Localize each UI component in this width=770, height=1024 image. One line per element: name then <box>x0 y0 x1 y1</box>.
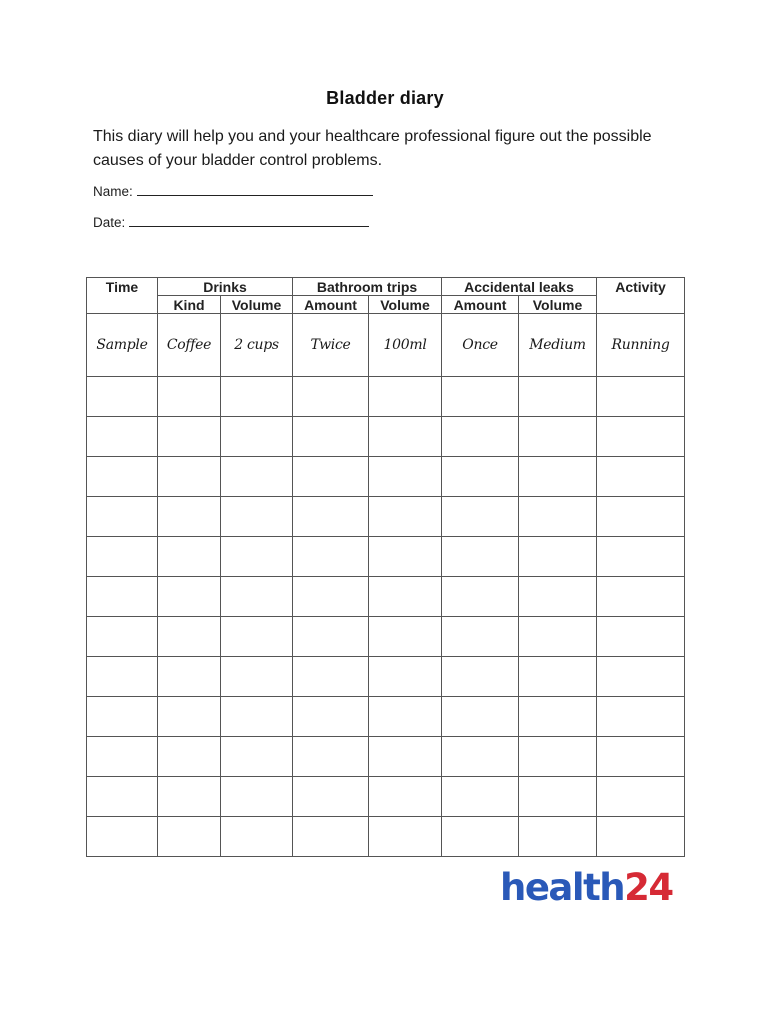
entry-row <box>87 617 685 657</box>
entry-cell[interactable] <box>597 697 685 737</box>
entry-cell[interactable] <box>293 417 369 457</box>
subheader-trips-volume: Volume <box>369 296 442 314</box>
entry-cell[interactable] <box>369 497 442 537</box>
date-field <box>93 214 369 230</box>
entry-cell[interactable] <box>87 377 158 417</box>
entry-cell[interactable] <box>87 577 158 617</box>
entry-cell[interactable] <box>158 657 221 697</box>
entry-cell[interactable] <box>158 497 221 537</box>
entry-cell[interactable] <box>293 377 369 417</box>
entry-cell[interactable] <box>519 737 597 777</box>
entry-cell[interactable] <box>369 697 442 737</box>
entry-row <box>87 777 685 817</box>
entry-cell[interactable] <box>369 457 442 497</box>
sample-drink-kind: Coffee <box>158 314 221 377</box>
entry-cell[interactable] <box>87 777 158 817</box>
entry-row <box>87 697 685 737</box>
entry-cell[interactable] <box>597 617 685 657</box>
entry-cell[interactable] <box>221 577 293 617</box>
entry-cell[interactable] <box>597 817 685 857</box>
subheader-trips-amount: Amount <box>293 296 369 314</box>
entry-cell[interactable] <box>221 457 293 497</box>
sample-time: Sample <box>87 314 158 377</box>
entry-cell[interactable] <box>597 377 685 417</box>
sample-row <box>87 314 685 377</box>
entry-cell[interactable] <box>87 657 158 697</box>
entry-cell[interactable] <box>221 817 293 857</box>
entry-cell[interactable] <box>293 737 369 777</box>
entry-cell[interactable] <box>597 577 685 617</box>
entry-cell[interactable] <box>87 697 158 737</box>
entry-cell[interactable] <box>519 377 597 417</box>
entry-cell[interactable] <box>221 537 293 577</box>
entry-cell[interactable] <box>221 657 293 697</box>
entry-cell[interactable] <box>369 777 442 817</box>
subheader-leaks-volume: Volume <box>519 296 597 314</box>
entry-cell[interactable] <box>442 617 519 657</box>
date-label: Date: <box>93 215 126 230</box>
entry-cell[interactable] <box>158 817 221 857</box>
entry-cell[interactable] <box>158 737 221 777</box>
entry-cell[interactable] <box>158 417 221 457</box>
page-title: Bladder diary <box>326 88 444 108</box>
entry-cell[interactable] <box>293 777 369 817</box>
entry-cell[interactable] <box>369 417 442 457</box>
entry-row <box>87 577 685 617</box>
entry-cell[interactable] <box>293 537 369 577</box>
entry-cell[interactable] <box>597 537 685 577</box>
entry-cell[interactable] <box>293 817 369 857</box>
entry-cell[interactable] <box>442 537 519 577</box>
entry-cell[interactable] <box>369 537 442 577</box>
entry-cell[interactable] <box>519 417 597 457</box>
header-drinks: Drinks <box>158 278 293 296</box>
entry-cell[interactable] <box>519 577 597 617</box>
entry-cell[interactable] <box>158 577 221 617</box>
header-time: Time <box>87 278 158 314</box>
entry-cell[interactable] <box>158 697 221 737</box>
entry-row <box>87 657 685 697</box>
subheader-drinks-kind: Kind <box>158 296 221 314</box>
sample-trips-volume: 100ml <box>369 314 442 377</box>
header-activity: Activity <box>597 278 685 314</box>
entry-cell[interactable] <box>597 457 685 497</box>
entry-cell[interactable] <box>519 817 597 857</box>
entry-cell[interactable] <box>158 377 221 417</box>
logo-number: 24 <box>624 866 673 909</box>
sample-leaks-volume: Medium <box>519 314 597 377</box>
subheader-leaks-amount: Amount <box>442 296 519 314</box>
entry-cell[interactable] <box>442 377 519 417</box>
entry-cell[interactable] <box>87 537 158 577</box>
entry-cell[interactable] <box>87 817 158 857</box>
entry-cell[interactable] <box>442 817 519 857</box>
entry-cell[interactable] <box>293 697 369 737</box>
header-accidental-leaks: Accidental leaks <box>442 278 597 296</box>
entry-cell[interactable] <box>442 457 519 497</box>
health24-logo <box>500 864 673 912</box>
entry-cell[interactable] <box>597 497 685 537</box>
subheader-drinks-volume: Volume <box>221 296 293 314</box>
entry-cell[interactable] <box>221 497 293 537</box>
entry-cell[interactable] <box>442 417 519 457</box>
entry-cell[interactable] <box>293 457 369 497</box>
entry-cell[interactable] <box>158 777 221 817</box>
sample-leaks-amount: Once <box>442 314 519 377</box>
entry-cell[interactable] <box>519 617 597 657</box>
entry-cell[interactable] <box>87 617 158 657</box>
header-bathroom-trips: Bathroom trips <box>293 278 442 296</box>
date-blank-line <box>129 214 369 227</box>
entry-row <box>87 537 685 577</box>
entry-cell[interactable] <box>158 457 221 497</box>
entry-cell[interactable] <box>293 657 369 697</box>
entry-cell[interactable] <box>87 497 158 537</box>
entry-cell[interactable] <box>158 617 221 657</box>
entry-cell[interactable] <box>519 497 597 537</box>
entry-cell[interactable] <box>87 457 158 497</box>
entry-cell[interactable] <box>442 577 519 617</box>
entry-cell[interactable] <box>221 377 293 417</box>
entry-cell[interactable] <box>293 577 369 617</box>
entry-cell[interactable] <box>519 657 597 697</box>
entry-cell[interactable] <box>293 617 369 657</box>
entry-cell[interactable] <box>87 417 158 457</box>
entry-cell[interactable] <box>442 777 519 817</box>
entry-cell[interactable] <box>519 457 597 497</box>
entry-cell[interactable] <box>519 777 597 817</box>
entry-cell[interactable] <box>369 377 442 417</box>
entry-cell[interactable] <box>221 417 293 457</box>
entry-cell[interactable] <box>519 537 597 577</box>
sample-drink-volume: 2 cups <box>221 314 293 377</box>
entry-cell[interactable] <box>87 737 158 777</box>
entry-cell[interactable] <box>369 817 442 857</box>
entry-cell[interactable] <box>369 737 442 777</box>
entry-row <box>87 817 685 857</box>
name-field <box>93 183 373 199</box>
sample-activity: Running <box>597 314 685 377</box>
name-label: Name: <box>93 184 133 199</box>
entry-cell[interactable] <box>442 497 519 537</box>
entry-cell[interactable] <box>597 657 685 697</box>
entry-row <box>87 737 685 777</box>
entry-cell[interactable] <box>158 537 221 577</box>
entry-row <box>87 457 685 497</box>
intro-text: This diary will help you and your healthcare professional figure out the possible causes of your bladder control problems. <box>93 128 652 169</box>
entry-cell[interactable] <box>369 577 442 617</box>
entry-row <box>87 377 685 417</box>
entry-cell[interactable] <box>519 697 597 737</box>
entry-cell[interactable] <box>442 657 519 697</box>
entry-cell[interactable] <box>221 777 293 817</box>
entry-cell[interactable] <box>442 737 519 777</box>
entry-cell[interactable] <box>369 657 442 697</box>
entry-cell[interactable] <box>221 697 293 737</box>
entry-cell[interactable] <box>369 617 442 657</box>
sample-trips-amount: Twice <box>293 314 369 377</box>
entry-cell[interactable] <box>597 737 685 777</box>
entry-cell[interactable] <box>221 737 293 777</box>
entry-cell[interactable] <box>293 497 369 537</box>
entry-cell[interactable] <box>442 697 519 737</box>
entry-cell[interactable] <box>597 417 685 457</box>
entry-row <box>87 417 685 457</box>
entry-row <box>87 497 685 537</box>
diary-table <box>86 277 685 857</box>
entry-cell[interactable] <box>221 617 293 657</box>
name-blank-line <box>137 183 373 196</box>
logo-word: health <box>500 866 625 909</box>
entry-cell[interactable] <box>597 777 685 817</box>
